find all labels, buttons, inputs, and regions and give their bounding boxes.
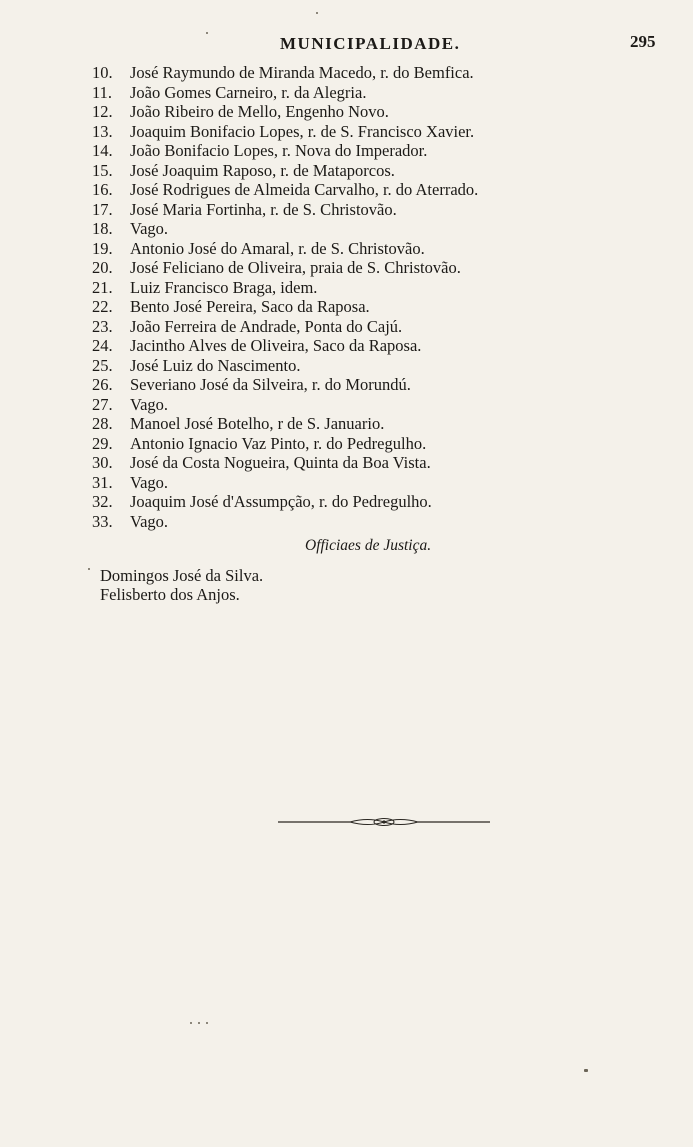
list-item <box>92 63 478 83</box>
entry-number: 13. <box>92 121 113 141</box>
entry-text: Vago. <box>130 472 169 492</box>
entry-text: João Ferreira de Andrade, Ponta do Cajú. <box>130 316 403 336</box>
entry-number: 30. <box>92 453 113 472</box>
list-item <box>92 356 478 376</box>
entry-text: João Ribeiro de Mello, Engenho Novo. <box>130 102 389 121</box>
list-item <box>92 141 478 161</box>
entry-number: 27. <box>92 394 113 414</box>
page-number: 295 <box>630 32 656 51</box>
entry-number: 21. <box>92 277 113 297</box>
entry-number: 29. <box>92 433 113 453</box>
list-item <box>92 317 478 337</box>
official-name: Domingos José da Silva. <box>100 566 264 585</box>
entry-list <box>92 63 478 531</box>
list-item <box>92 161 478 181</box>
entry-text: Severiano José da Silveira, r. do Morundú. <box>130 375 411 394</box>
list-item <box>92 297 478 317</box>
entry-text: Luiz Francisco Braga, idem. <box>130 277 318 297</box>
print-speck <box>206 32 208 34</box>
list-item <box>92 102 478 122</box>
entry-text: João Bonifacio Lopes, r. Nova do Imperador. <box>130 141 428 160</box>
list-item <box>92 122 478 142</box>
list-item <box>92 453 478 473</box>
entry-number: 32. <box>92 492 113 511</box>
list-item <box>92 434 478 454</box>
entry-text: José Maria Fortinha, r. de S. Christovão. <box>130 199 397 219</box>
ornamental-rule <box>278 815 490 829</box>
entry-text: Vago. <box>130 511 169 531</box>
list-item <box>92 239 478 259</box>
entry-number: 28. <box>92 414 113 433</box>
entry-text: Joaquim Bonifacio Lopes, r. de S. Francisco Xavier. <box>130 121 475 141</box>
entry-number: 18. <box>92 219 113 238</box>
list-item <box>92 336 478 356</box>
entry-text: José Luiz do Nascimento. <box>130 355 301 375</box>
list-item <box>92 278 478 298</box>
entry-number: 12. <box>92 102 113 121</box>
entry-text: Bento José Pereira, Saco da Raposa. <box>130 297 370 316</box>
print-speck <box>88 568 90 570</box>
entry-number: 31. <box>92 472 113 492</box>
entry-number: 33. <box>92 511 113 531</box>
entry-text: Antonio José do Amaral, r. de S. Christovão. <box>130 238 425 258</box>
list-item <box>92 219 478 239</box>
list-item <box>92 180 478 200</box>
entry-text: José Joaquim Raposo, r. de Mataporcos. <box>130 160 395 180</box>
entry-number: 17. <box>92 199 113 219</box>
entry-text: José Feliciano de Oliveira, praia de S. Christovão. <box>130 258 461 277</box>
entry-number: 15. <box>92 160 113 180</box>
entry-number: 25. <box>92 355 113 375</box>
entry-text: Vago. <box>130 394 169 414</box>
entry-number: 14. <box>92 141 113 160</box>
list-item <box>92 512 478 532</box>
print-speck <box>190 1022 192 1024</box>
official-name: Felisberto dos Anjos. <box>100 585 240 604</box>
entry-text: José da Costa Nogueira, Quinta da Boa Vista. <box>130 453 431 472</box>
entry-number: 11. <box>92 82 113 102</box>
entry-text: José Rodrigues de Almeida Carvalho, r. do Aterrado. <box>130 180 479 199</box>
entry-number: 16. <box>92 180 113 199</box>
list-item <box>92 473 478 493</box>
entry-text: João Gomes Carneiro, r. da Alegria. <box>130 82 367 102</box>
print-speck <box>198 1022 200 1024</box>
officials-list <box>100 566 263 604</box>
entry-text: Antonio Ignacio Vaz Pinto, r. do Pedregulho. <box>130 433 427 453</box>
list-item <box>92 375 478 395</box>
list-item <box>92 258 478 278</box>
print-speck <box>206 1022 208 1024</box>
entry-text: Manoel José Botelho, r de S. Januario. <box>130 414 385 433</box>
entry-number: 22. <box>92 297 113 316</box>
entry-text: Joaquim José d'Assumpção, r. do Pedregulho. <box>130 492 432 511</box>
list-item <box>92 395 478 415</box>
list-item <box>92 200 478 220</box>
entry-text: José Raymundo de Miranda Macedo, r. do Bemfica. <box>130 63 474 82</box>
list-item <box>92 414 478 434</box>
entry-text: Jacintho Alves de Oliveira, Saco da Raposa. <box>130 336 422 355</box>
entry-number: 10. <box>92 63 113 82</box>
entry-number: 20. <box>92 258 113 277</box>
entry-number: 19. <box>92 238 113 258</box>
list-item <box>92 492 478 512</box>
running-head: MUNICIPALIDADE. <box>280 34 461 53</box>
section-heading: Officiaes de Justiça. <box>305 537 432 554</box>
print-speck <box>584 1069 588 1072</box>
entry-number: 23. <box>92 316 113 336</box>
print-speck <box>316 12 318 14</box>
entry-number: 26. <box>92 375 113 394</box>
list-item <box>92 83 478 103</box>
entry-number: 24. <box>92 336 113 355</box>
entry-text: Vago. <box>130 219 169 238</box>
